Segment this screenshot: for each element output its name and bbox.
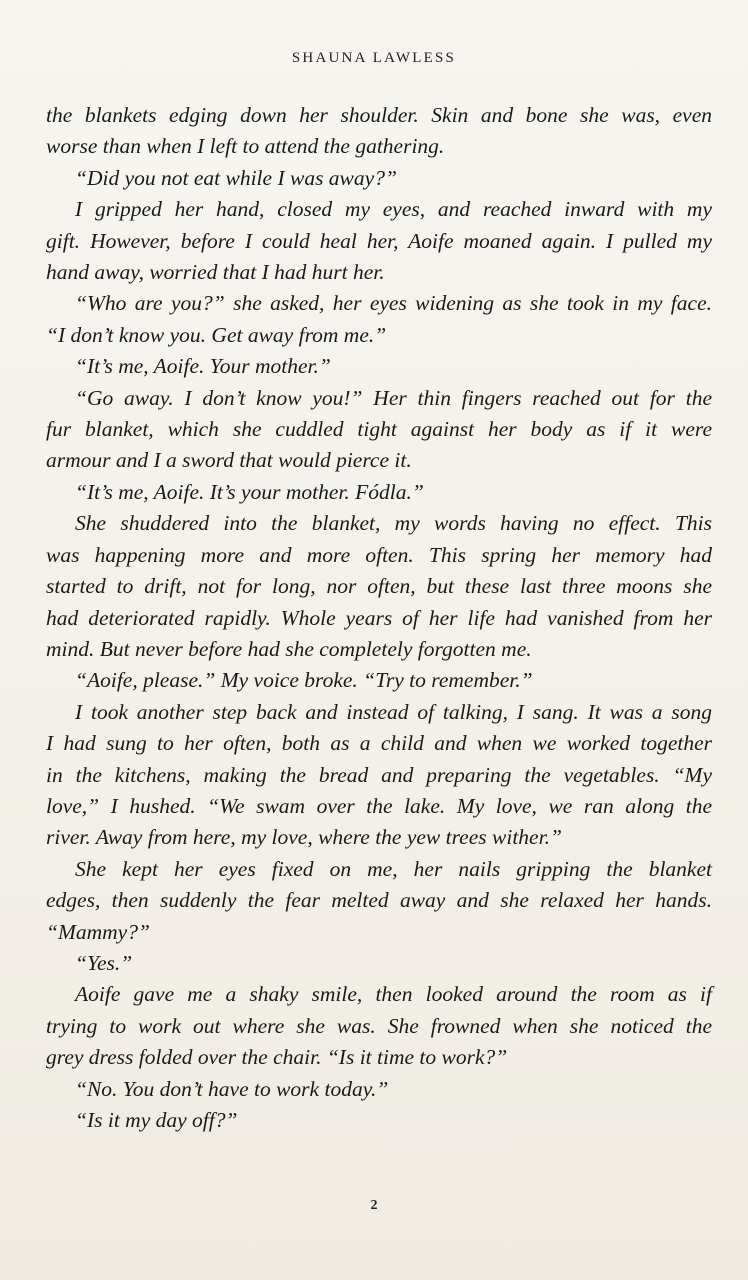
text-line: fur blanket, which she cuddled tight against her body as if it were	[46, 417, 712, 442]
text-line: armour and I a sword that would pierce it.	[46, 448, 412, 473]
page-number: 2	[370, 1198, 378, 1213]
text-line: the blankets edging down her shoulder. Skin and bone she was, even	[46, 103, 712, 127]
text-line: gift. However, before I could heal her, Aoife moaned again. I pulled my	[46, 228, 712, 253]
text-line: was happening more and more often. This spring her memory had	[46, 542, 712, 567]
text-line: “Yes.”	[75, 950, 133, 975]
text-line: in the kitchens, making the bread and preparing the vegetables. “My	[46, 762, 712, 787]
text-line: worse than when I left to attend the gathering.	[46, 134, 445, 159]
text-line: love,” I hushed. “We swam over the lake. My love, we ran along the	[46, 793, 712, 818]
text-line: “It’s me, Aoife. Your mother.”	[75, 354, 331, 379]
text-line: river. Away from here, my love, where the yew trees wither.”	[46, 825, 562, 850]
text-line: mind. But never before had she completely forgotten me.	[46, 636, 532, 661]
text-line: “Did you not eat while I was away?”	[75, 165, 397, 190]
text-line: “Mammy?”	[46, 919, 150, 944]
text-line: “Go away. I don’t know you!” Her thin fingers reached out for the	[75, 385, 712, 410]
running-head: SHAUNA LAWLESS	[291, 50, 457, 66]
text-line: “No. You don’t have to work today.”	[75, 1076, 389, 1101]
text-line: had deteriorated rapidly. Whole years of her life had vanished from her	[46, 605, 712, 630]
text-line: trying to work out where she was. She frowned when she noticed the	[46, 1013, 712, 1038]
text-line: “It’s me, Aoife. It’s your mother. Fódla.”	[75, 479, 424, 504]
text-line: She kept her eyes fixed on me, her nails gripping the blanket	[75, 856, 712, 881]
text-line: “I don’t know you. Get away from me.”	[46, 322, 387, 347]
text-line: Aoife gave me a shaky smile, then looked around the room as if	[75, 982, 712, 1007]
body-text	[46, 100, 712, 1136]
text-line: I had sung to her often, both as a child and when we worked together	[46, 731, 712, 756]
text-line: She shuddered into the blanket, my words having no effect. This	[75, 511, 712, 536]
text-line: “Is it my day off?”	[75, 1108, 238, 1132]
text-line: “Who are you?” she asked, her eyes widening as she took in my face.	[75, 291, 712, 316]
text-line: grey dress folded over the chair. “Is it time to work?”	[46, 1045, 508, 1070]
text-line: “Aoife, please.” My voice broke. “Try to remember.”	[75, 668, 533, 693]
text-line: edges, then suddenly the fear melted away and she relaxed her hands.	[46, 888, 712, 913]
text-line: I took another step back and instead of talking, I sang. It was a song	[75, 699, 712, 724]
text-line: I gripped her hand, closed my eyes, and reached inward with my	[75, 197, 712, 222]
text-line: started to drift, not for long, nor often, but these last three moons she	[46, 574, 712, 599]
text-line: hand away, worried that I had hurt her.	[46, 260, 385, 285]
